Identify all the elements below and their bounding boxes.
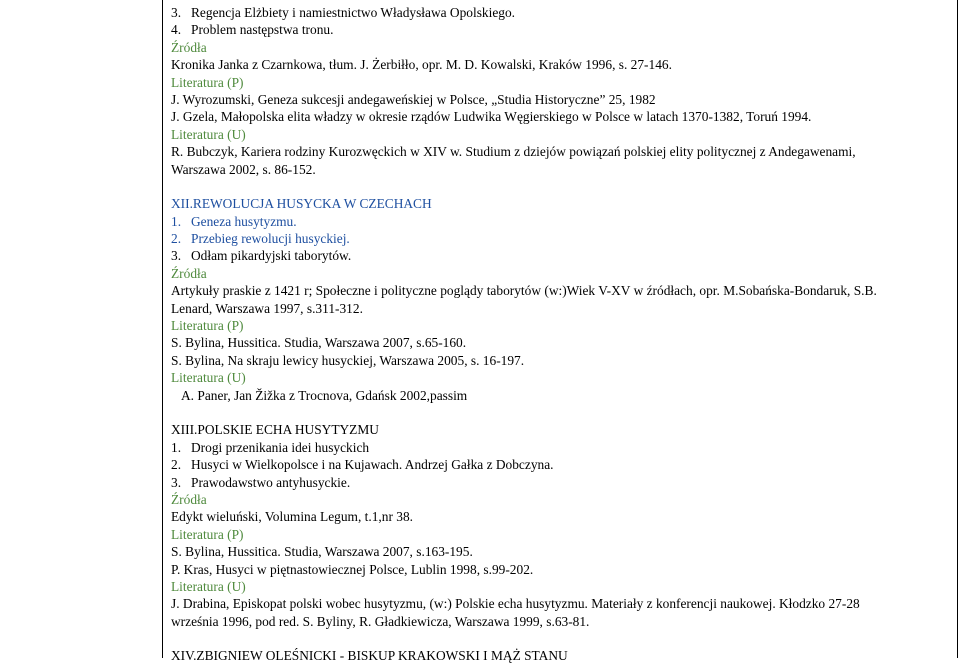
sources-heading: Źródła (171, 39, 207, 55)
literature-u-heading: Literatura (U) (171, 578, 246, 594)
literature-p-heading: Literatura (P) (171, 318, 244, 334)
literature-entry: A. Paner, Jan Žižka z Trocnova, Gdańsk 2002,passim (181, 387, 468, 403)
source-entry: Artykuły praskie z 1421 r; Społeczne i polityczne poglądy taborytów (w:)Wiek V-XV w źródłach, opr. M.Sobańska-Bondaruk, S.B. (171, 283, 877, 299)
sources-heading: Źródła (171, 491, 207, 507)
literature-entry: S. Bylina, Hussitica. Studia, Warszawa 2007, s.65-160. (171, 335, 467, 351)
literature-entry-continued: Warszawa 2002, s. 86-152. (171, 161, 316, 177)
literature-u-heading: Literatura (U) (171, 370, 246, 386)
source-entry-continued: Lenard, Warszawa 1997, s.311-312. (171, 300, 363, 316)
sources-heading: Źródła (171, 265, 207, 281)
syllabus-content (171, 4, 951, 665)
source-entry: Kronika Janka z Czarnkowa, tłum. J. Żerbiłło, opr. M. D. Kowalski, Kraków 1996, s. 27-146. (171, 57, 672, 73)
list-item: 1. Drogi przenikania idei husyckich (171, 439, 370, 455)
literature-entry: J. Wyrozumski, Geneza sukcesji andegaweńskiej w Polsce, „Studia Historyczne” 25, 1982 (171, 91, 656, 107)
list-item: 3. Prawodawstwo antyhusyckie. (171, 474, 351, 490)
list-item: 3. Odłam pikardyjski taborytów. (171, 248, 352, 264)
literature-entry: J. Gzela, Małopolska elita władzy w okresie rządów Ludwika Węgierskiego w Polsce w latach 1370-1382, Toruń 1994. (171, 109, 812, 125)
literature-entry: S. Bylina, Na skraju lewicy husyckiej, Warszawa 2005, s. 16-197. (171, 352, 525, 368)
literature-entry-continued: września 1996, pod red. S. Byliny, R. Gładkiewicza, Warszawa 1999, s.63-81. (171, 613, 590, 629)
list-item: 4. Problem następstwa tronu. (171, 22, 334, 38)
literature-p-heading: Literatura (P) (171, 74, 244, 90)
literature-entry: P. Kras, Husyci w piętnastowiecznej Polsce, Lublin 1998, s.99-202. (171, 561, 534, 577)
section-title: XIV.ZBIGNIEW OLEŚNICKI - BISKUP KRAKOWSKI I MĄŻ STANU (171, 648, 568, 664)
list-item: 1. Geneza husytyzmu. (171, 213, 297, 229)
list-item: 3. Regencja Elżbiety i namiestnictwo Władysława Opolskiego. (171, 5, 516, 20)
section-title: XIII.POLSKIE ECHA HUSYTYZMU (171, 422, 379, 438)
list-item: 2. Husyci w Wielkopolsce i na Kujawach. Andrzej Gałka z Dobczyna. (171, 457, 554, 473)
literature-entry: R. Bubczyk, Kariera rodziny Kurozwęckich w XIV w. Studium z dziejów powiązań polskiej elity politycznej z Andegawenami, (171, 144, 856, 160)
literature-entry: S. Bylina, Hussitica. Studia, Warszawa 2007, s.163-195. (171, 544, 473, 560)
list-item: 2. Przebieg rewolucji husyckiej. (171, 231, 350, 247)
source-entry: Edykt wieluński, Volumina Legum, t.1,nr 38. (171, 509, 414, 525)
literature-u-heading: Literatura (U) (171, 126, 246, 142)
literature-entry: J. Drabina, Episkopat polski wobec husytyzmu, (w:) Polskie echa husytyzmu. Materiały z konferencji naukowej. Kłodzko 27-28 (171, 596, 860, 612)
literature-p-heading: Literatura (P) (171, 526, 244, 542)
section-title: XII.REWOLUCJA HUSYCKA W CZECHACH (171, 196, 432, 212)
